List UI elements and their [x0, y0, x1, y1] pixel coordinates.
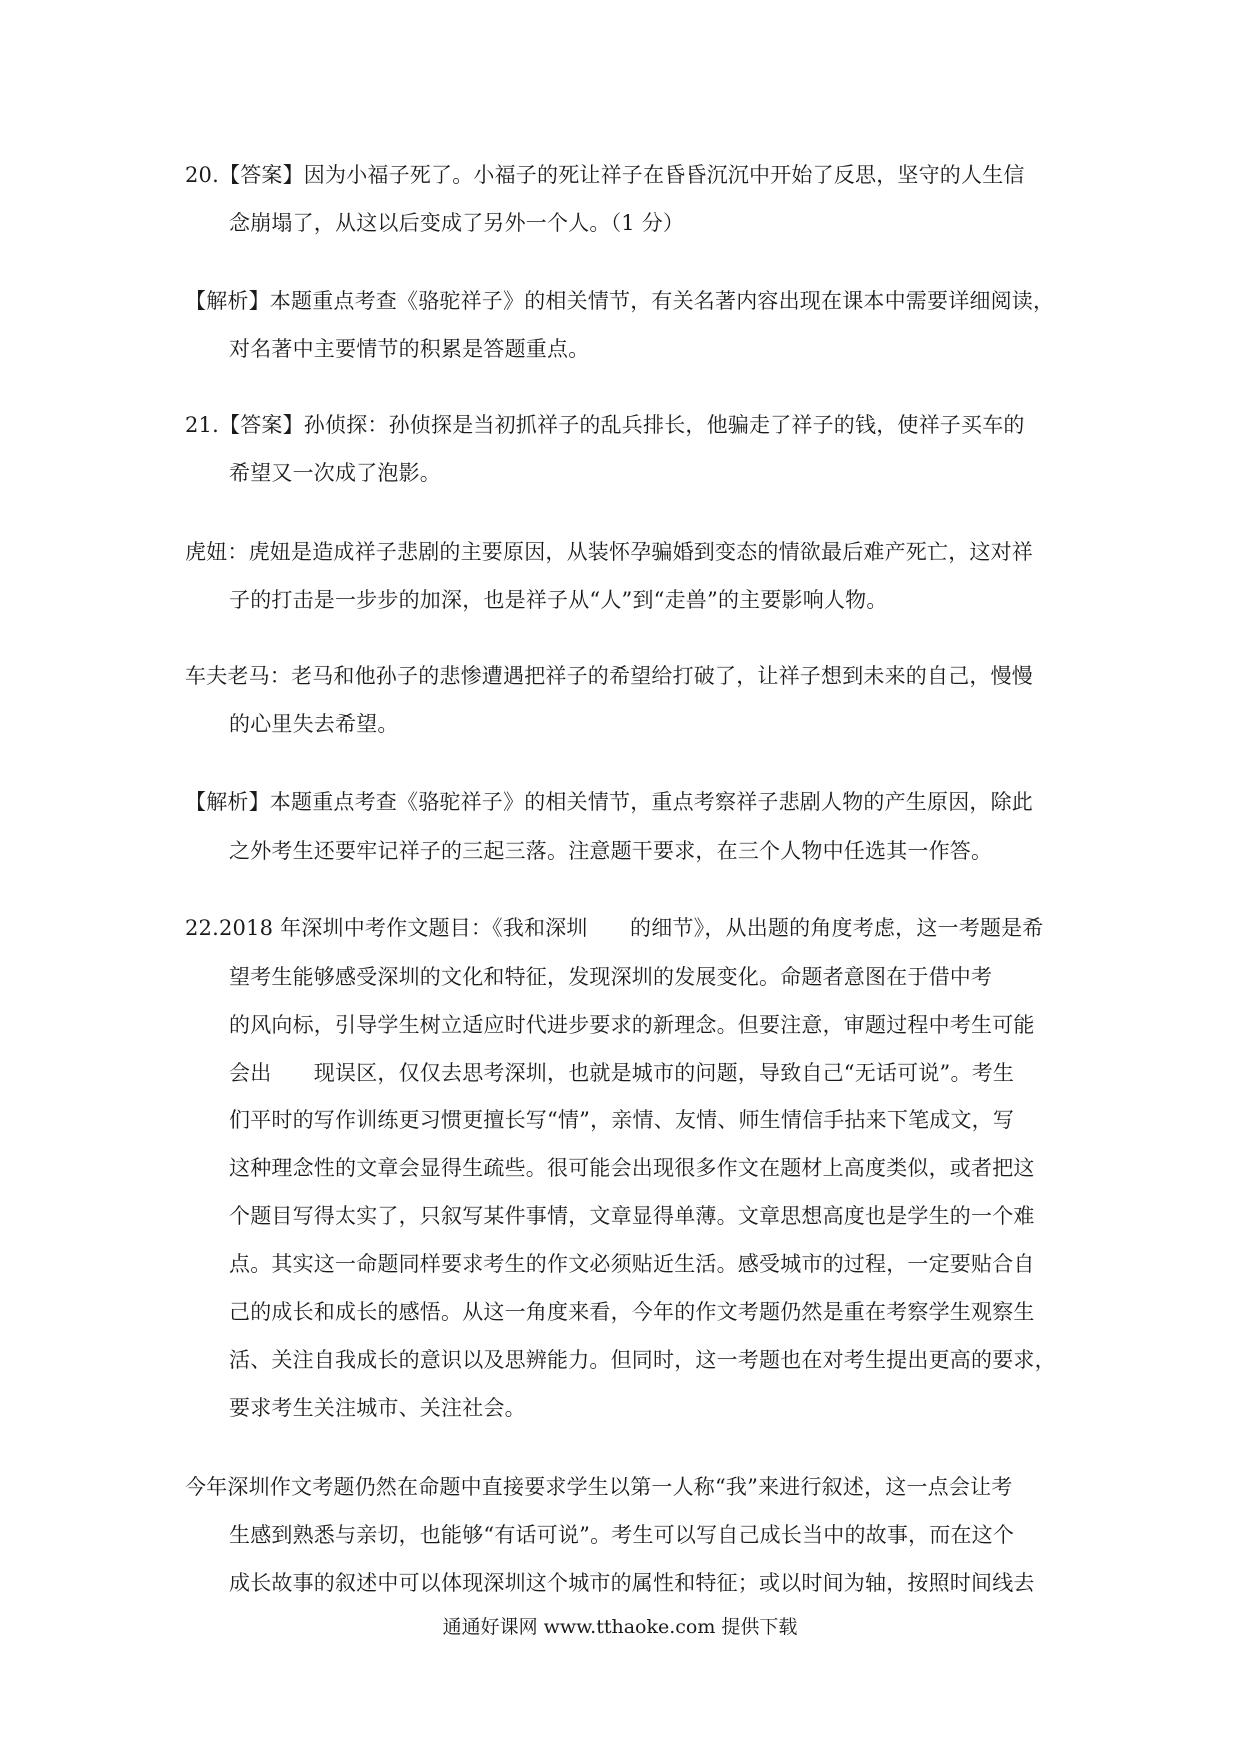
text-line: 个题目写得太实了，只叙写某件事情，文章显得单薄。文章思想高度也是学生的一个难 [229, 1204, 1035, 1228]
text-line: 会出 现误区，仅仅去思考深圳，也就是城市的问题，导致自己“无话可说”。考生 [229, 1061, 1015, 1085]
text-line: 点。其实这一命题同样要求考生的作文必须贴近生活。感受城市的过程，一定要贴合自 [229, 1252, 1035, 1276]
text-line: 生感到熟悉与亲切，也能够“有话可说”。考生可以写自己成长当中的故事，而在这个 [229, 1523, 1015, 1547]
text-line: 的风向标，引导学生树立适应时代进步要求的新理念。但要注意，审题过程中考生可能 [229, 1013, 1035, 1037]
text-line: 们平时的写作训练更习惯更擅长写“情”，亲情、友情、师生情信手拈来下笔成文，写 [229, 1108, 1015, 1132]
text-line: 子的打击是一步步的加深，也是祥子从“人”到“走兽”的主要影响人物。 [229, 588, 888, 612]
text-line: 【解析】本题重点考查《骆驼祥子》的相关情节，重点考察祥子悲剧人物的产生原因，除此 [185, 790, 1033, 814]
text-line: 21.【答案】孙侦探：孙侦探是当初抓祥子的乱兵排长，他骗走了祥子的钱，使祥子买车的 [185, 413, 1025, 437]
text-line: 望考生能够感受深圳的文化和特征，发现深圳的发展变化。命题者意图在于借中考 [229, 965, 993, 989]
text-line: 对名著中主要情节的积累是答题重点。 [229, 337, 590, 361]
text-line: 【解析】本题重点考查《骆驼祥子》的相关情节，有关名著内容出现在课本中需要详细阅读， [185, 289, 1055, 313]
text-line: 己的成长和成长的感悟。从这一角度来看，今年的作文考题仍然是重在考察学生观察生 [229, 1300, 1035, 1324]
text-line: 要求考生关注城市、关注社会。 [229, 1396, 526, 1420]
text-line: 之外考生还要牢记祥子的三起三落。注意题干要求，在三个人物中任选其一作答。 [229, 839, 993, 863]
text-line: 活、关注自我成长的意识以及思辨能力。但同时，这一考题也在对考生提出更高的要求， [229, 1348, 1056, 1372]
text-line: 虎妞：虎妞是造成祥子悲剧的主要原因，从装怀孕骗婚到变态的情欲最后难产死亡，这对祥 [185, 540, 1033, 564]
page-footer: 通通好课网 www.tthaoke.com 提供下载 [442, 1616, 798, 1638]
text-line: 希望又一次成了泡影。 [229, 461, 441, 485]
text-line: 这种理念性的文章会显得生疏些。很可能会出现很多作文在题材上高度类似，或者把这 [229, 1156, 1035, 1180]
text-line: 念崩塌了，从这以后变成了另外一个人。（1 分） [229, 211, 685, 235]
text-line: 成长故事的叙述中可以体现深圳这个城市的属性和特征；或以时间为轴，按照时间线去 [229, 1571, 1035, 1595]
text-line: 20.【答案】因为小福子死了。小福子的死让祥子在昏昏沉沉中开始了反思，坚守的人生信 [185, 163, 1025, 187]
text-line: 的心里失去希望。 [229, 712, 399, 736]
text-line: 22.2018 年深圳中考作文题目：《我和深圳 的细节》，从出题的角度考虑，这一考题是希 [185, 916, 1044, 940]
text-line: 车夫老马：老马和他孙子的悲惨遭遇把祥子的希望给打破了，让祥子想到未来的自己，慢慢 [185, 664, 1033, 688]
text-line: 今年深圳作文考题仍然在命题中直接要求学生以第一人称“我”来进行叙述，这一点会让考 [185, 1475, 1013, 1499]
